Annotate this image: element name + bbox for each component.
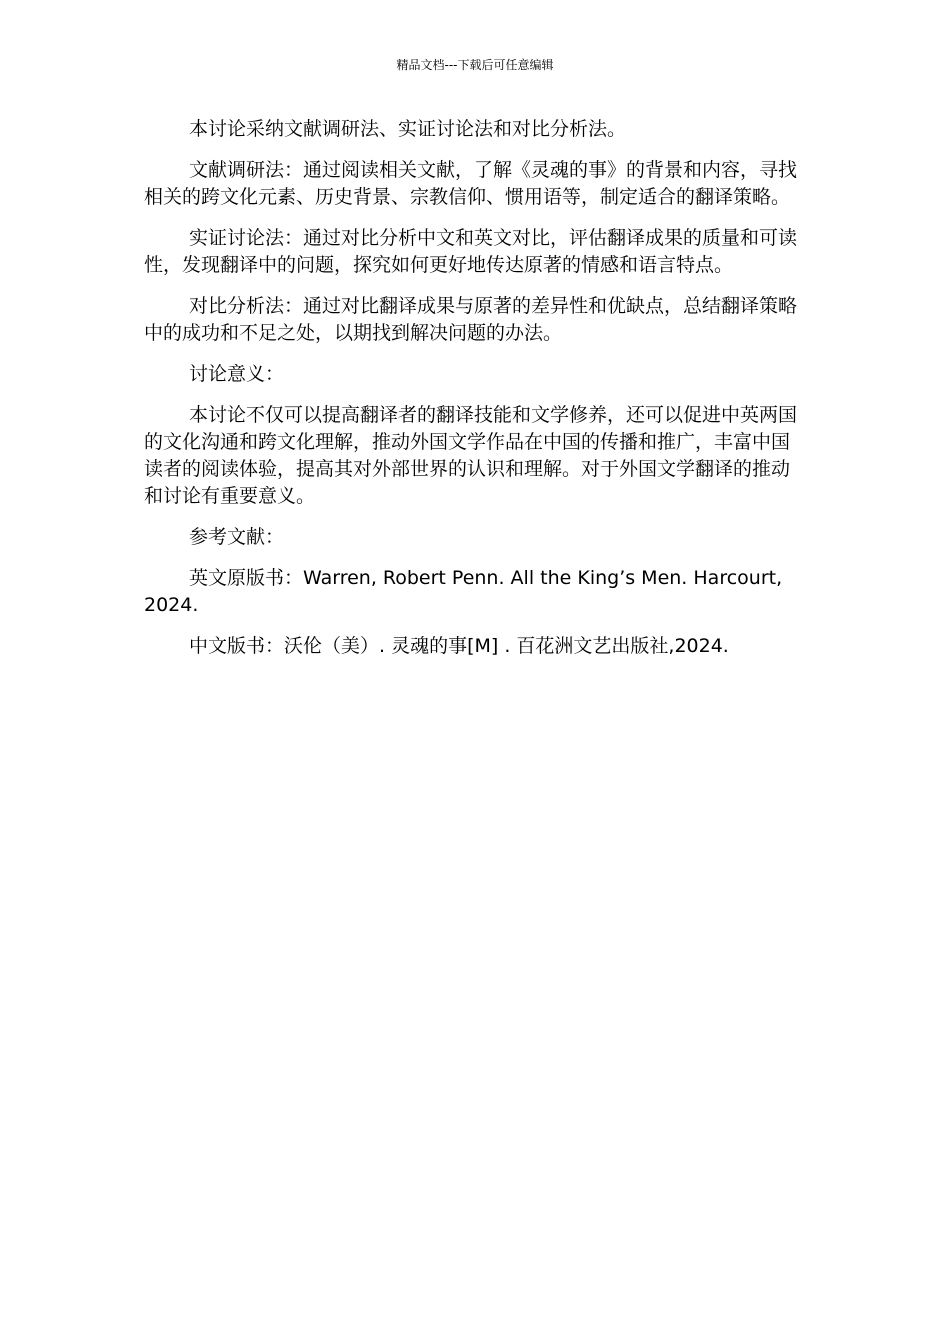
paragraph-empirical-method: 实证讨论法：通过对比分析中文和英文对比，评估翻译成果的质量和可读性，发现翻译中的问题，探究如何更好地传达原著的情感和语言特点。 bbox=[144, 227, 798, 276]
heading-significance: 讨论意义： bbox=[189, 363, 285, 385]
page-header: 精品文档---下载后可任意编辑 bbox=[396, 58, 554, 72]
paragraph-significance: 本讨论不仅可以提高翻译者的翻译技能和文学修养，还可以促进中英两国的文化沟通和跨文化理解，推动外国文学作品在中国的传播和推广，丰富中国读者的阅读体验，提高其对外部世界的认识和理解。对于外国文学翻译的推动和讨论有重要意义。 bbox=[144, 404, 798, 507]
paragraph-comparative-method: 对比分析法：通过对比翻译成果与原著的差异性和优缺点，总结翻译策略中的成功和不足之处，以期找到解决问题的办法。 bbox=[144, 295, 798, 344]
heading-references: 参考文献： bbox=[189, 526, 285, 548]
reference-chinese-edition: 中文版书：沃伦（美）. 灵魂的事[M] . 百花洲文艺出版社,2024. bbox=[189, 635, 729, 657]
paragraph-methods-intro: 本讨论采纳文献调研法、实证讨论法和对比分析法。 bbox=[189, 118, 627, 140]
document-body bbox=[144, 116, 800, 674]
reference-english-original: 英文原版书：Warren, Robert Penn. All the King’s Men. Harcourt, 2024. bbox=[144, 567, 783, 616]
paragraph-literature-method: 文献调研法：通过阅读相关文献，了解《灵魂的事》的背景和内容，寻找相关的跨文化元素、历史背景、宗教信仰、惯用语等，制定适合的翻译策略。 bbox=[144, 159, 798, 208]
